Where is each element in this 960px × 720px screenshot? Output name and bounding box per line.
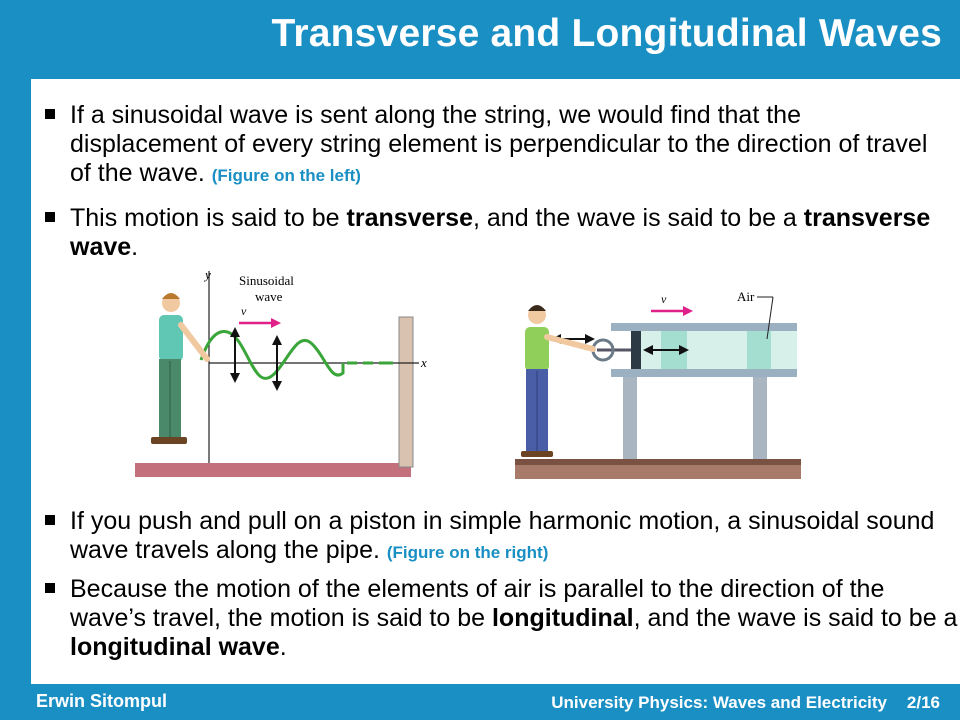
pipe-bottom-wall <box>611 369 797 377</box>
bold-term: longitudinal <box>491 604 634 632</box>
transverse-wave-figure <box>131 265 441 480</box>
floor <box>135 463 411 477</box>
arrowhead-icon <box>230 327 240 337</box>
y-axis-label: y <box>205 267 211 282</box>
bold-term: longitudinal wave <box>70 633 280 661</box>
course-name: University Physics: Waves and Electricity <box>551 693 887 712</box>
person-figure <box>521 305 593 457</box>
velocity-label: v <box>661 292 667 306</box>
bullet-2 <box>45 204 945 262</box>
bullet-square-icon <box>45 212 57 224</box>
arrowhead-icon <box>272 335 282 345</box>
wave-label: Sinusoidal <box>239 273 294 288</box>
author-name: Erwin Sitompul <box>36 691 168 711</box>
wall <box>399 317 413 467</box>
bullet-4 <box>45 575 960 662</box>
piston <box>631 331 641 369</box>
arrowhead-icon <box>230 373 240 383</box>
bullet-3 <box>45 507 960 567</box>
bullet-text: Because the motion of the elements of air is parallel to the direction of the wave’s travel, the motion is said to be <box>70 575 885 632</box>
bullet-text: . <box>279 633 287 661</box>
bullet-text: If you push and pull on a piston in simple harmonic motion, a sinusoidal sound wave travels along the pipe. <box>70 507 935 564</box>
velocity-arrowhead-icon <box>271 318 281 328</box>
bullet-text: , and the wave is said to be a <box>633 604 958 632</box>
bullet-text: This motion is said to be <box>70 204 347 232</box>
slide-title: Transverse and Longitudinal Waves <box>271 12 942 55</box>
figure-note: (Figure on the right) <box>386 543 549 562</box>
sinusoidal-wave <box>201 331 343 378</box>
arrowhead-icon <box>272 381 282 391</box>
velocity-label: v <box>241 304 247 318</box>
slide-content <box>31 79 960 684</box>
figure-note: (Figure on the left) <box>211 166 361 185</box>
wave-label: wave <box>255 289 283 304</box>
bullet-text: , and the wave is said to be a <box>473 204 804 232</box>
pipe-support <box>623 373 637 459</box>
bold-term: transverse <box>346 204 473 232</box>
x-axis-label: x <box>421 355 427 370</box>
velocity-arrowhead-icon <box>683 306 693 316</box>
bullet-text: . <box>131 233 139 261</box>
bullet-square-icon <box>45 583 57 595</box>
title-bar <box>0 0 960 78</box>
air-label: Air <box>737 289 755 304</box>
bullet-square-icon <box>45 515 57 527</box>
page-number: 2/16 <box>906 693 940 712</box>
bullet-square-icon <box>45 109 57 121</box>
bullet-text: If a sinusoidal wave is sent along the string, we would find that the displacement of every string element is perpendicular to the direction of travel of the wave. <box>70 101 928 187</box>
pipe-support <box>753 373 767 459</box>
footer <box>0 684 960 720</box>
longitudinal-wave-figure <box>511 283 811 483</box>
person-figure <box>151 293 207 444</box>
bullet-1 <box>45 101 945 190</box>
bold-term: transverse wave <box>70 204 931 261</box>
